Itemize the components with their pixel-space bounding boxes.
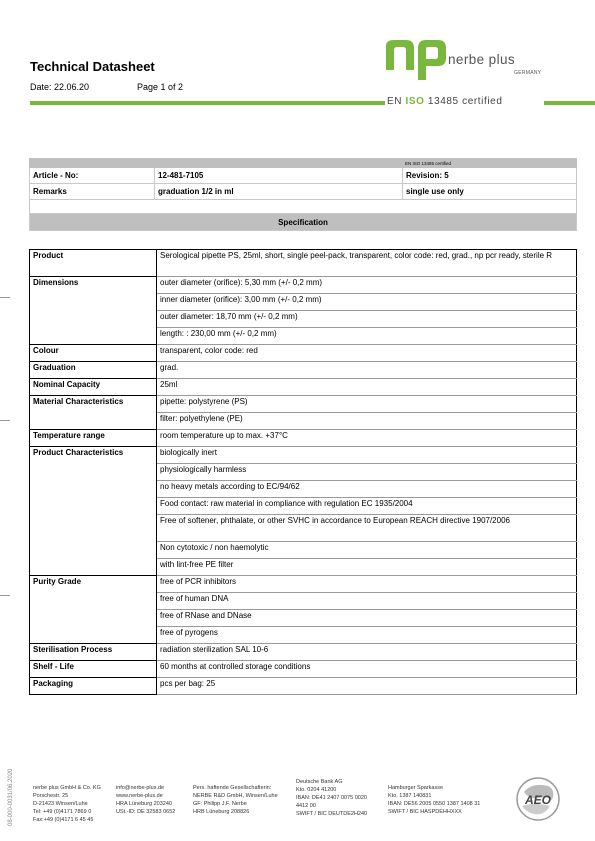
article-label: Article - No: (30, 168, 155, 184)
spec-value: length: : 230,00 mm (+/- 0,2 mm) (157, 328, 577, 345)
footer-bank-1: Deutsche Bank AG Kto. 0204 41200 IBAN: DE41 2407 0075 0020 4412 00 SWIFT / BIC DEUTDE2H240 (296, 779, 368, 817)
spec-row (30, 498, 577, 515)
aeo-seal (510, 776, 566, 822)
spec-value: pipette: polystyrene (PS) (157, 396, 577, 413)
logo-wordmark: nerbe plus (448, 52, 516, 67)
page-number: Page 1 of 2 (137, 82, 184, 92)
spec-row (30, 464, 577, 481)
spec-label: Graduation (30, 362, 157, 379)
spec-row (30, 447, 577, 464)
aeo-seal-text: AEO (524, 793, 552, 807)
spec-label (30, 481, 157, 498)
spec-row (30, 515, 577, 542)
spec-label (30, 311, 157, 328)
remarks-label: Remarks (30, 184, 155, 200)
spec-label (30, 593, 157, 610)
spec-label: Temperature range (30, 430, 157, 447)
footer-company: nerbe plus GmbH & Co. KG Porschestr. 25 D-21423 Winsen/Luhe Tel: +49 (0)4171 7869 0 Fax:+49 (0)4171 6 45 45 (33, 785, 101, 823)
spec-value: 25ml (157, 379, 577, 396)
iso-small-label: EN ISO 13485 certified (403, 159, 577, 168)
specification-table (29, 249, 577, 695)
article-number: 12-481-7105 (155, 168, 403, 184)
spec-label: Sterilisation Process (30, 644, 157, 661)
spec-row (30, 481, 577, 498)
spec-value: 60 months at controlled storage conditions (157, 661, 577, 678)
spec-row (30, 379, 577, 396)
margin-mark (0, 595, 10, 596)
spec-row (30, 294, 577, 311)
spec-value: Food contact: raw material in compliance with regulation EC 1935/2004 (157, 498, 577, 515)
document-title: Technical Datasheet (30, 59, 155, 74)
spec-label (30, 464, 157, 481)
spec-row (30, 362, 577, 379)
spec-label: Packaging (30, 678, 157, 695)
spec-label (30, 328, 157, 345)
margin-mark (0, 297, 10, 298)
spec-value: radiation sterilization SAL 10-6 (157, 644, 577, 661)
footer-management: Pers. haftende Gesellschafterin: NERBE R&D GmbH, Winsen/Luhe GF: Philipp J.F. Nerbe HRB Lüneburg 208826 (193, 785, 278, 815)
spec-row (30, 311, 577, 328)
spec-row (30, 593, 577, 610)
spec-row (30, 644, 577, 661)
spec-value: outer diameter (orifice): 5,30 mm (+/- 0,2 mm) (157, 277, 577, 294)
spec-value: free of PCR inhibitors (157, 576, 577, 593)
spec-label: Colour (30, 345, 157, 362)
spec-label (30, 559, 157, 576)
spec-value: pcs per bag: 25 (157, 678, 577, 695)
footer-bank-2: Hamburger Sparkasse Kto. 1387 140831 IBAN: DE56 2005 0550 1387 1408 31 SWIFT / BIC HASPDEHHXXX (388, 785, 481, 815)
spec-label: Purity Grade (30, 576, 157, 593)
spec-value: physiologically harmless (157, 464, 577, 481)
spec-value: transparent, color code: red (157, 345, 577, 362)
spec-label (30, 542, 157, 559)
header-rule-right (544, 101, 595, 105)
spec-row (30, 661, 577, 678)
spec-value: biologically inert (157, 447, 577, 464)
spec-label (30, 515, 157, 542)
spec-row (30, 430, 577, 447)
header-rule-left (30, 101, 385, 105)
spec-row (30, 396, 577, 413)
spec-label: Product Characteristics (30, 447, 157, 464)
spec-label: Nominal Capacity (30, 379, 157, 396)
remarks-value: graduation 1/2 in ml (155, 184, 403, 200)
spec-value: inner diameter (orifice): 3,00 mm (+/- 0,2 mm) (157, 294, 577, 311)
spec-value: Serological pipette PS, 25ml, short, single peel-pack, transparent, color code: red, grad., np pcr ready, sterile R (157, 250, 577, 277)
spec-row (30, 328, 577, 345)
spec-value: filter: polyethylene (PE) (157, 413, 577, 430)
spec-value: grad. (157, 362, 577, 379)
spec-label (30, 413, 157, 430)
spec-row (30, 345, 577, 362)
spec-label (30, 498, 157, 515)
spec-row (30, 627, 577, 644)
margin-mark (0, 420, 10, 421)
spec-row (30, 610, 577, 627)
spec-value: free of human DNA (157, 593, 577, 610)
spec-value: no heavy metals according to EC/94/62 (157, 481, 577, 498)
specification-heading: Specification (30, 214, 577, 231)
document-date: Date: 22.06.20 (30, 82, 90, 92)
spec-row (30, 559, 577, 576)
spec-value: outer diameter: 18,70 mm (+/- 0,2 mm) (157, 311, 577, 328)
spec-value: Free of softener, phthalate, or other SVHC in accordance to European REACH directive 1907/2006 (157, 515, 577, 542)
spec-label (30, 627, 157, 644)
spec-label: Product (30, 250, 157, 277)
single-use-note: single use only (403, 184, 577, 200)
spec-row (30, 413, 577, 430)
document-code: 08-000-0031/06.2020 (8, 768, 14, 826)
article-header-table (29, 158, 577, 231)
spec-row (30, 678, 577, 695)
spec-value: free of RNase and DNase (157, 610, 577, 627)
iso-certification: EN ISO 13485 certified (387, 96, 503, 107)
spec-row (30, 542, 577, 559)
revision: Revision: 5 (403, 168, 577, 184)
spec-value: room temperature up to max. +37°C (157, 430, 577, 447)
spec-label (30, 610, 157, 627)
spec-row (30, 250, 577, 277)
spec-label: Dimensions (30, 277, 157, 294)
spec-label: Material Characteristics (30, 396, 157, 413)
footer-contact: info@nerbe-plus.de www.nerbe-plus.de HRA Lüneburg 203240 USt.-ID: DE 32583 0652 (116, 785, 176, 815)
spec-row (30, 277, 577, 294)
spec-value: free of pyrogens (157, 627, 577, 644)
spec-label: Shelf - Life (30, 661, 157, 678)
spec-row (30, 576, 577, 593)
logo-country: GERMANY (514, 70, 542, 76)
spec-value: with lint-free PE filter (157, 559, 577, 576)
spec-label (30, 294, 157, 311)
spec-value: Non cytotoxic / non haemolytic (157, 542, 577, 559)
